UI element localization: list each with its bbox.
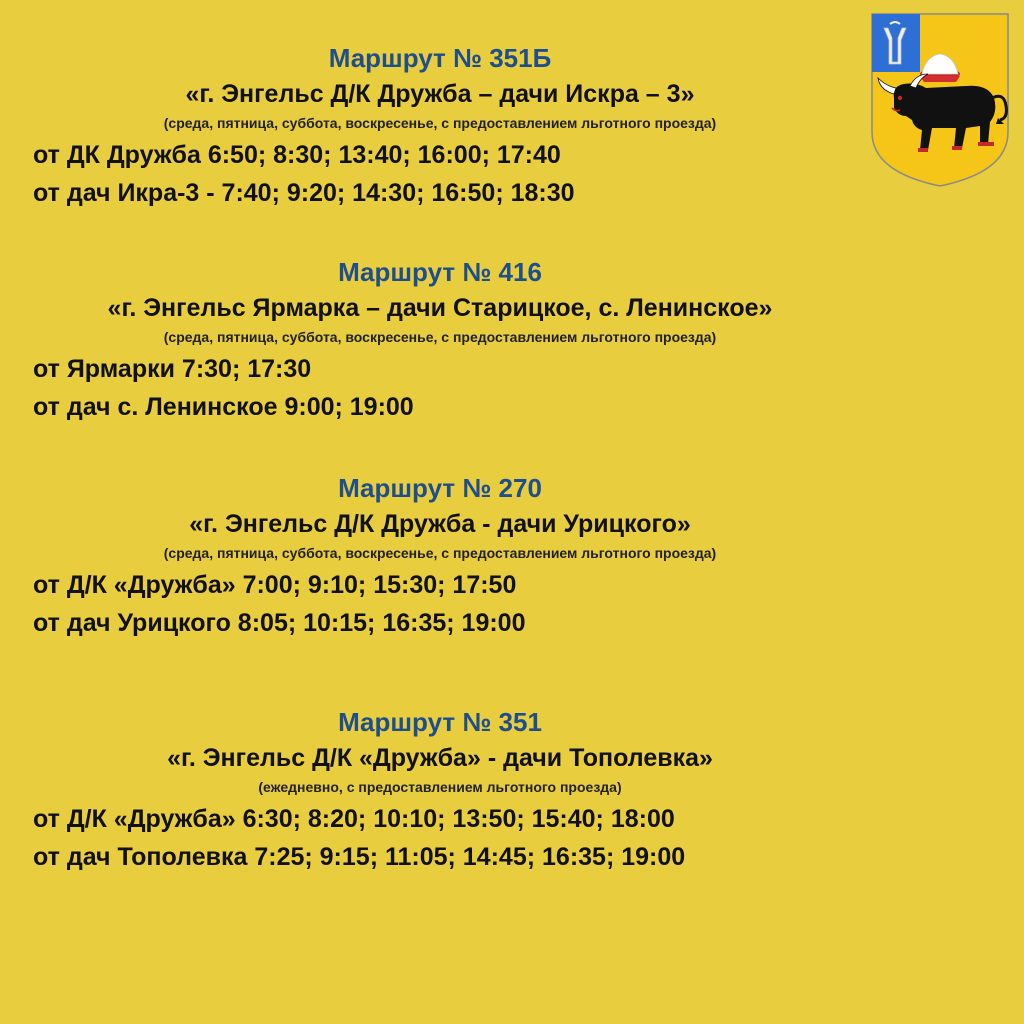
route-416 <box>0 254 880 426</box>
route-title: Маршрут № 416 <box>338 257 542 287</box>
schedule-line-return: от дач с. Ленинское 9:00; 19:00 <box>33 393 414 421</box>
route-title: Маршрут № 270 <box>338 473 542 503</box>
route-name: «г. Энгельс Д/К «Дружба» - дачи Тополевка» <box>167 744 713 772</box>
route-title: Маршрут № 351Б <box>328 43 552 73</box>
route-note: (среда, пятница, суббота, воскресенье, с предоставлением льготного проезда) <box>163 329 717 345</box>
route-note: (среда, пятница, суббота, воскресенье, с предоставлением льготного проезда) <box>163 545 717 561</box>
route-name: «г. Энгельс Д/К Дружба - дачи Урицкого» <box>189 510 691 538</box>
route-270 <box>0 470 880 642</box>
city-coat-of-arms-icon <box>870 12 1010 188</box>
schedule-line-return: от дач Икра-3 - 7:40; 9:20; 14:30; 16:50; 18:30 <box>33 179 575 207</box>
route-351 <box>0 704 880 876</box>
route-note: (ежедневно, с предоставлением льготного проезда) <box>258 779 622 795</box>
schedule-line-return: от дач Тополевка 7:25; 9:15; 11:05; 14:45; 16:35; 19:00 <box>33 843 686 871</box>
route-name: «г. Энгельс Ярмарка – дачи Старицкое, с. Ленинское» <box>107 294 773 322</box>
schedule-line-outbound: от Д/К «Дружба» 7:00; 9:10; 15:30; 17:50 <box>33 571 517 599</box>
route-title: Маршрут № 351 <box>338 707 542 737</box>
schedule-line-outbound: от Ярмарки 7:30; 17:30 <box>33 355 312 383</box>
schedule-line-return: от дач Урицкого 8:05; 10:15; 16:35; 19:00 <box>33 609 526 637</box>
route-note: (среда, пятница, суббота, воскресенье, с предоставлением льготного проезда) <box>163 115 717 131</box>
route-name: «г. Энгельс Д/К Дружба – дачи Искра – 3» <box>185 80 695 108</box>
schedule-line-outbound: от Д/К «Дружба» 6:30; 8:20; 10:10; 13:50; 15:40; 18:00 <box>33 805 675 833</box>
schedule-line-outbound: от ДК Дружба 6:50; 8:30; 13:40; 16:00; 17:40 <box>33 141 561 169</box>
route-351b <box>0 40 880 212</box>
